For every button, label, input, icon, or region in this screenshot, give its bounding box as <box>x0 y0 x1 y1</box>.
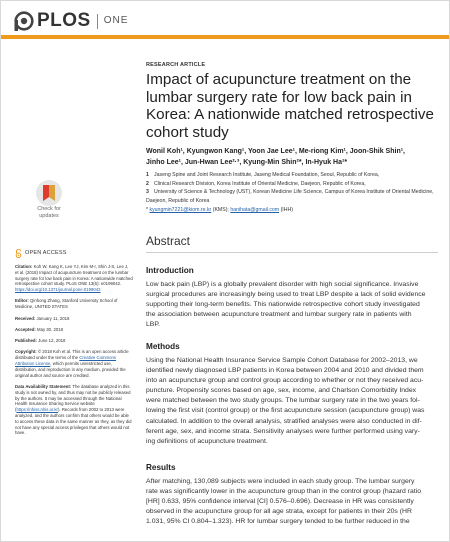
affiliation-number: 1 <box>146 172 149 178</box>
text-line: were matched between the two study groups. The lumbar surgery rate in the two years fol- <box>146 397 420 405</box>
data-availability-text: The database analyzed in this study is not owned by, and thus may not be publicly released by the authors. It may be accessed through the National Health Insurance Sharing Service website ( <box>15 383 131 413</box>
citation-label: Citation: <box>15 264 33 269</box>
affiliation-item <box>146 180 438 189</box>
text-line: supporting their long-term benefits. This nationwide retrospective cohort study investigated <box>146 301 420 309</box>
citation <box>15 264 133 293</box>
text-line: rate was significantly lower in the acupuncture group than in the control group (hazard ratio <box>146 488 422 496</box>
affiliations <box>146 171 438 205</box>
text-line: ferent age, sex, and income strata. Sensitivity analyses were further performed using vary- <box>146 427 420 435</box>
affiliation-text: Jaseng Spine and Joint Research Institute, Jaseng Medical Foundation, Seoul, Republic of Korea, <box>154 172 380 178</box>
affiliation-text: Clinical Research Division, Korea Institute of Oriental Medicine, Daejeon, Republic of Korea, <box>154 180 366 187</box>
editor <box>15 298 133 310</box>
nhiss-link[interactable]: https://nhiss.nhis.or.kr <box>16 407 58 413</box>
text-line: lowing the first visit (control group) or the first acupuncture session (acupuncture group) was <box>146 407 425 415</box>
text-line: After matching, 130,089 subjects were included in each study group. The lumbar surgery <box>146 478 415 485</box>
article-title: Impact of acupuncture treatment on the lumbar surgery rate for low back pain in Korea: A nationwide matched retrospective cohort study <box>146 71 434 141</box>
logo-divider <box>97 14 98 29</box>
article-type: RESEARCH ARTICLE <box>146 62 206 68</box>
corr-email-2[interactable]: hanihata@gmail.com <box>230 207 280 213</box>
copyright-label: Copyright: <box>15 349 37 355</box>
text-line: ing definitions of acupuncture treatment. <box>146 437 268 445</box>
text-line: observed in the acupuncture group for all age strata, except for patients in their 20s (HR <box>146 508 412 516</box>
copyright-text: © 2018 Koh et al. This is an open access article distributed under the terms of the <box>15 349 129 361</box>
open-access-label: OPEN ACCESS <box>25 249 67 256</box>
open-access-row <box>15 249 133 258</box>
corr-email-1[interactable]: kyungmin7221@kiom.re.kr <box>149 207 212 213</box>
methods-text <box>146 356 440 447</box>
received-date: January 11, 2018 <box>36 315 70 321</box>
received-label: Received: <box>15 315 36 321</box>
text-line: LBP. <box>146 321 160 329</box>
citation-doi-link[interactable]: https://doi.org/10.1371/journal.pone.0199042 <box>15 287 101 293</box>
text-line: 1.031, 95% CI 0.804–1.323). HR for lumbar surgery tended to be further reduced in the <box>146 518 410 526</box>
corr-initials-2: (IHH) <box>280 207 293 213</box>
corr-star: * <box>146 207 149 213</box>
citation-text: Koh W, Kang K, Lee YJ, Kim M-r, Shin J-S, Lee J, et al. (2018) Impact of acupuncture treatment on the lumbar surgery rate for low back pain in Korea: A nationwide matched retrospective cohort study. PLoS ONE 13(6): e0199042. <box>15 264 133 287</box>
editor-text: Qinhong Zhang, Stanford University School of Medicine, UNITED STATES <box>15 298 118 310</box>
copyright-text-2: , which permits unrestricted use, distribution, and reproduction in any medium, provided the original author and source are credited. <box>15 361 126 378</box>
accepted-date: May 30, 2018 <box>36 326 64 332</box>
accepted-label: Accepted: <box>15 326 36 332</box>
text-line: puncture. Propensity scores based on age, sex, income, and Charlson Comorbidity Index <box>146 387 417 395</box>
editor-label: Editor: <box>15 298 29 304</box>
abstract-heading: Abstract <box>146 234 191 248</box>
header-accent-bar <box>1 35 449 39</box>
plos-logo-icon <box>14 11 34 31</box>
corresponding-authors <box>146 207 293 213</box>
author-list <box>146 147 416 168</box>
published-date: June 12, 2018 <box>38 338 66 344</box>
results-heading: Results <box>146 463 176 472</box>
data-availability-text-2: ). Records from 2002 to 2013 were analyzed, and the authors confirm that others would be able to access these data in the same manner as they, as they did not have any special access privileges that others would not have. <box>15 407 132 436</box>
methods-heading: Methods <box>146 342 180 351</box>
open-lock-icon <box>15 249 22 258</box>
text-line: surgical procedures are increasingly being used to treat LBP despite a lack of solid evidence <box>146 291 426 299</box>
published <box>15 338 133 344</box>
affiliation-number: 2 <box>146 180 149 187</box>
published-label: Published: <box>15 338 37 344</box>
text-line: [HR] 0.633, 95% confidence interval [CI] 0.576–0.696). Decrease in HR was consistently <box>146 498 414 506</box>
author-line-1: Wonil Koh¹, Kyungwon Kang¹, Yoon Jae Lee¹, Me-riong Kim¹, Joon-Shik Shin¹, <box>146 148 405 155</box>
author-line-2: Jinho Lee¹, Jun-Hwan Lee²·³, Kyung-Min Shin²*, In-Hyuk Ha¹* <box>146 158 348 166</box>
logo-text: PLOS <box>37 10 91 31</box>
bookmark-icon <box>27 179 71 209</box>
affiliation-item <box>146 171 438 180</box>
data-availability <box>15 384 133 436</box>
check-for-updates-label[interactable] <box>21 206 77 219</box>
badge-line-2: updates <box>39 212 59 219</box>
license-link[interactable]: Creative Commons Attribution License <box>15 355 117 367</box>
accepted <box>15 327 133 333</box>
corr-initials-1: (KMS); <box>212 207 229 213</box>
badge-line-1: Check for <box>37 206 61 212</box>
plos-logo[interactable] <box>14 11 128 31</box>
affiliation-number: 3 <box>146 189 149 196</box>
text-line: identified newly diagnosed LBP patients in Korea between 2004 and 2010 and divided them <box>146 367 424 375</box>
copyright <box>15 349 133 378</box>
affiliation-item <box>146 188 438 205</box>
text-line: into an acupuncture group and control group according to whether or not they received acu- <box>146 377 424 385</box>
article-sidebar <box>15 249 133 442</box>
logo-journal: ONE <box>103 15 129 26</box>
abstract-divider <box>146 252 438 253</box>
introduction-heading: Introduction <box>146 266 194 275</box>
received <box>15 316 133 322</box>
data-availability-label: Data Availability Statement: <box>15 383 72 389</box>
introduction-text <box>146 280 440 330</box>
text-line: calculated. In addition to the overall analysis, stratified analyses were also conducted in dif- <box>146 417 422 425</box>
check-for-updates-badge[interactable] <box>27 179 71 227</box>
affiliation-text: University of Science & Technology (UST), Korean Medicine Life Science, Campus of Korea Institute of Oriental Medicine, Daejeon, Republic of Korea <box>146 189 434 204</box>
text-line: Low back pain (LBP) is a globally prevalent disorder with high social significance. Invasive <box>146 281 419 288</box>
results-text <box>146 477 440 527</box>
text-line: Using the National Health Insurance Service Sample Cohort Database for 2002–2013, we <box>146 357 418 364</box>
text-line: the association between acupuncture treatment and lumbar surgery rate in patients with <box>146 311 412 319</box>
